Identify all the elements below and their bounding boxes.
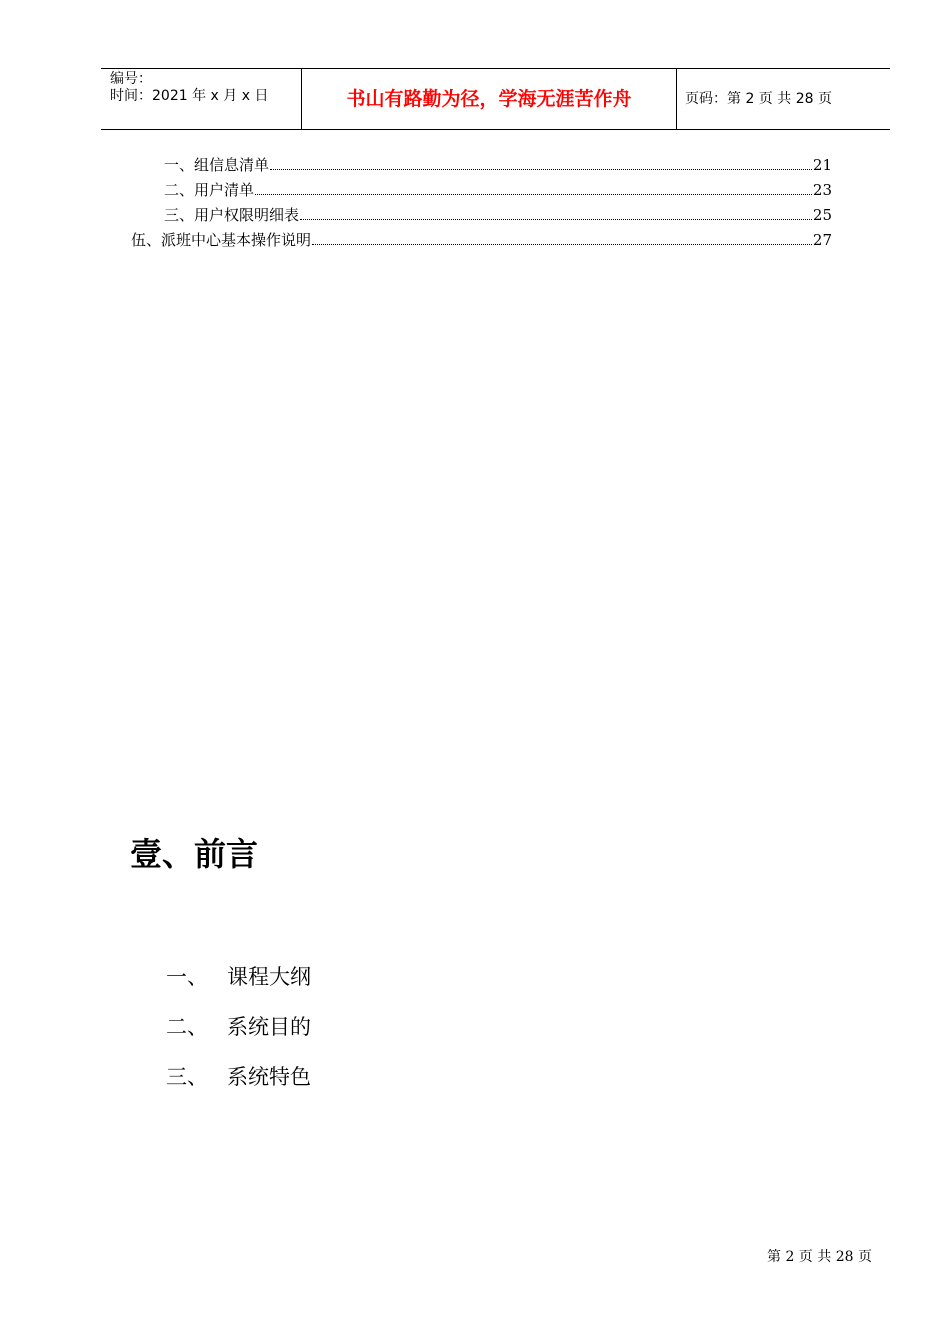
toc-leader-dots — [300, 219, 812, 220]
outline-item-text: 系统目的 — [227, 1015, 311, 1039]
toc-entry-page: 27 — [812, 231, 832, 249]
toc-entry[interactable] — [131, 228, 832, 250]
outline-item-text: 课程大纲 — [227, 965, 311, 989]
outline-item-number: 二、 — [166, 1015, 208, 1039]
toc-entry[interactable] — [164, 178, 832, 200]
doc-date-label: 时间：2021 年 x 月 x 日 — [110, 88, 269, 104]
toc-entry-title: 三、用户权限明细表 — [164, 206, 300, 224]
doc-code-label: 编号： — [110, 71, 152, 87]
toc-entry-title: 二、用户清单 — [164, 181, 255, 199]
toc-entry[interactable] — [164, 203, 832, 225]
toc-leader-dots — [312, 244, 812, 245]
header-page-cell — [676, 69, 890, 129]
toc-entry-page: 21 — [812, 156, 832, 174]
toc-leader-dots — [270, 169, 812, 170]
page-header — [101, 68, 890, 130]
toc-entry-title: 伍、派班中心基本操作说明 — [131, 231, 312, 249]
section-heading: 壹、前言 — [130, 835, 259, 873]
header-page-code: 页码：第 2 页 共 28 页 — [685, 91, 832, 107]
outline-item-number: 三、 — [166, 1065, 208, 1089]
toc-entry-title: 一、组信息清单 — [164, 156, 270, 174]
outline-item-number: 一、 — [166, 965, 208, 989]
header-info-cell — [101, 69, 301, 129]
header-motto-cell — [301, 69, 677, 129]
outline-item-text: 系统特色 — [227, 1065, 311, 1089]
header-motto: 书山有路勤为径，学海无涯苦作舟 — [346, 88, 632, 110]
toc-entry-page: 25 — [812, 206, 832, 224]
toc-entry-page: 23 — [812, 181, 832, 199]
page-footer: 第 2 页 共 28 页 — [767, 1249, 872, 1265]
toc-leader-dots — [255, 194, 812, 195]
toc-entry[interactable] — [164, 153, 832, 175]
